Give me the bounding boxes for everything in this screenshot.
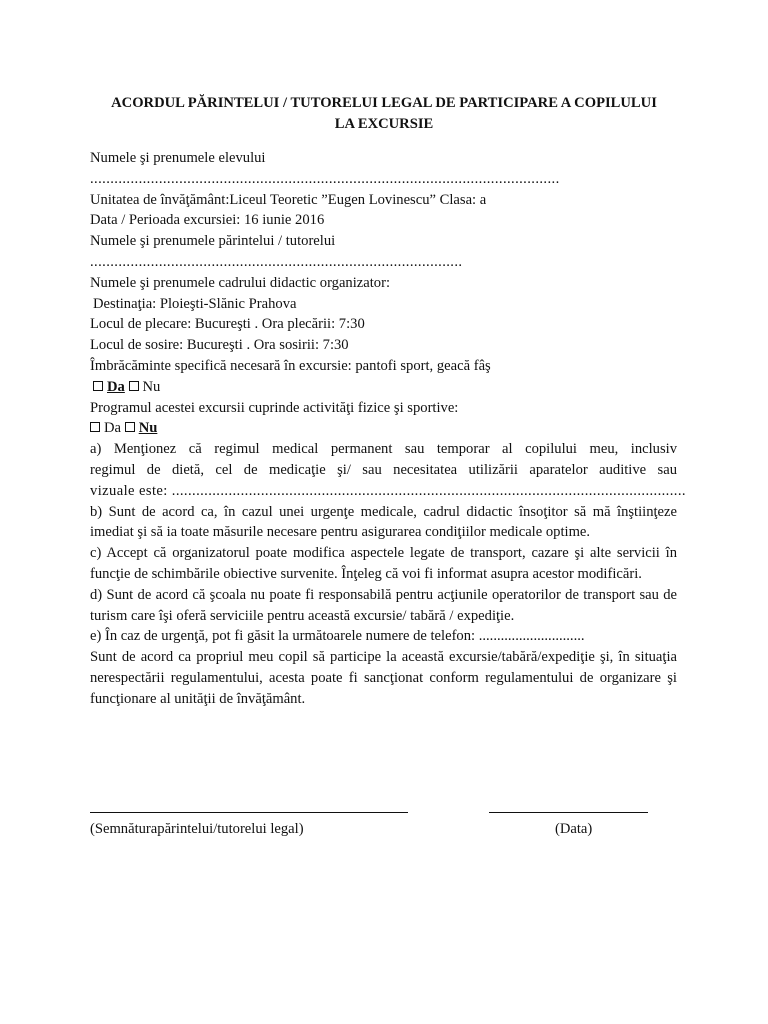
program-no-label: Nu	[138, 420, 158, 437]
paragraph-b: b) Sunt de acord ca, în cazul unei urgenţe medicale, cadrul didactic însoţitor să mă înştiinţeze imediat şi să ia toate măsurile necesare pentru asigurarea condiţiilor medicale optime.	[90, 503, 677, 541]
date-label: (Data)	[555, 821, 593, 837]
parent-name-label: Numele şi prenumele părintelui / tutorelui	[90, 233, 336, 250]
program-no-checkbox[interactable]	[125, 422, 135, 432]
consent-paragraph: Sunt de acord ca propriul meu copil să participe la această excursie/tabără/expediţie şi, în situaţia nerespectării regulamentului, acesta poate fi sancţionat conform regulamentului de organizare şi funcţionare al unităţii de învăţământ.	[90, 649, 677, 707]
program-options	[90, 418, 677, 439]
clothing-yes-checkbox[interactable]	[93, 381, 103, 391]
program-yes-checkbox[interactable]	[90, 422, 100, 432]
departure-line: Locul de plecare: Bucureşti . Ora plecării: 7:30	[90, 316, 365, 333]
parent-name-field[interactable]: ............................................................................................	[90, 253, 463, 270]
program-line: Programul acestei excursii cuprinde activităţi fizice şi sportive:	[90, 399, 459, 416]
form-body	[90, 148, 686, 710]
paragraph-a-line-2: regimul de dietă, cel de medicaţie şi/ sau necesitatea utilizării aparatelor auditive sau	[90, 461, 677, 478]
date-signature-line[interactable]	[489, 812, 648, 813]
clothing-options	[90, 377, 677, 398]
clothing-no-label: Nu	[142, 378, 161, 395]
paragraph-d: d) Sunt de acord că şcoala nu poate fi responsabilă pentru acţiunile operatorilor de transport sau de turism care îşi oferă serviciile pentru această excursie/ tabără / expediţie.	[90, 586, 677, 624]
paragraph-a-line-1: a) Menţionez că regimul medical permanent sau temporar al copilului meu, inclusiv	[90, 441, 677, 458]
title-line-1: ACORDUL PĂRINTELUI / TUTORELUI LEGAL DE PARTICIPARE A COPILULUI	[111, 95, 657, 111]
student-name-field[interactable]: ....................................................................................................................	[90, 170, 560, 187]
paragraph-a-line-3[interactable]: vizuale este: ...............................................................................................................................	[90, 482, 686, 499]
date-line: Data / Perioada excursiei: 16 iunie 2016	[90, 212, 325, 229]
school-line: Unitatea de învăţământ:Liceul Teoretic ”Eugen Lovinescu” Clasa: a	[90, 191, 487, 208]
document-title	[80, 93, 688, 135]
title-line-2: LA EXCURSIE	[334, 116, 434, 132]
signature-line[interactable]	[90, 812, 408, 813]
program-yes-label: Da	[104, 420, 122, 437]
student-name-label: Numele şi prenumele elevului	[90, 150, 266, 166]
clothing-yes-label: Da	[107, 378, 125, 395]
arrival-line: Locul de sosire: Bucureşti . Ora sosirii: 7:30	[90, 337, 349, 354]
clothing-line: Îmbrăcăminte specifică necesară în excursie: pantofi sport, geacă fâş	[90, 357, 491, 374]
destination-line: Destinaţia: Ploieşti-Slănic Prahova	[93, 295, 297, 312]
teacher-label: Numele şi prenumele cadrului didactic organizator:	[90, 274, 391, 291]
signature-label: (Semnăturapărintelui/tutorelui legal)	[90, 821, 304, 837]
clothing-no-checkbox[interactable]	[129, 381, 139, 391]
paragraph-c: c) Accept că organizatorul poate modifica aspectele legate de transport, cazare şi alte servicii în funcţie de schimbările obiective survenite. Înţeleg că voi fi informat asupra acestor modificări.	[90, 545, 677, 582]
paragraph-e[interactable]: e) În caz de urgenţă, pot fi găsit la următoarele numere de telefon: .............................	[90, 628, 585, 645]
